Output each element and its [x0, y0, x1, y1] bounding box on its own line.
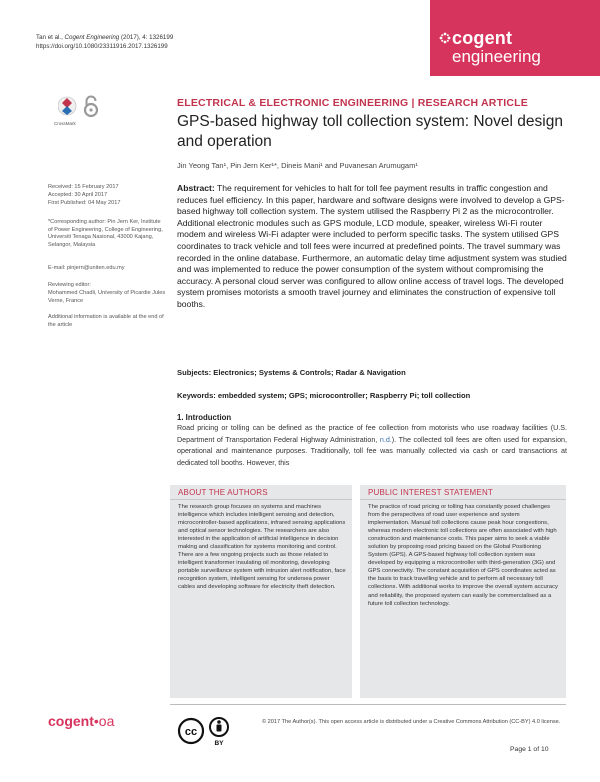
subjects: Subjects: Electronics; Systems & Controls; Radar & Navigation	[177, 368, 406, 377]
intro-paragraph	[177, 423, 567, 469]
public-interest-heading: PUBLIC INTEREST STATEMENT	[368, 488, 494, 497]
intro-heading: 1. Introduction	[177, 413, 232, 422]
keywords: Keywords: embedded system; GPS; microcontroller; Raspberry Pi; toll collection	[177, 391, 471, 400]
brand-subtitle: engineering	[452, 47, 541, 66]
oa-logo-suffix: •oa	[93, 713, 115, 729]
journal-logo[interactable]	[430, 0, 600, 76]
citation-volume: (2017), 4: 1326199	[119, 34, 174, 41]
cc-label: cc	[184, 726, 198, 738]
author-email[interactable]: E-mail: pinjern@uniten.edu.my	[48, 265, 125, 271]
reviewing-editor-label: Reviewing editor:	[48, 282, 91, 288]
intro-text: Road pricing or tolling can be defined as the practice of fee collection from motorists who use roadway facilities (U.S. Department of Transportation Federal Highway Administration,	[177, 424, 567, 444]
by-label: BY	[214, 740, 224, 747]
divider	[170, 499, 352, 500]
intro-reference-link[interactable]: n.d.	[379, 435, 392, 444]
section-tag: ELECTRICAL & ELECTRONIC ENGINEERING | RESEARCH ARTICLE	[177, 97, 528, 109]
abstract-text: The requirement for vehicles to halt for toll fee payment results in traffic congestion and reduces fuel efficiency. In this paper, hardware and software designs were involved to develop a GPS-based highway toll collection system. The system utilised the Raspberry Pi 2 as the microcontroller. Additional electronic modules such as GPS module, LCD module, speaker, wireless Wi-Fi router modem and wireless Wi-Fi adapter were included to perform specific tasks. The system utilised GPS coordinates to track vehicle and toll fees were incurred at predefined points. The travel summary was recorded in the online database. Furthermore, an automatic delay time adjustment system was studied and was implemented to reduce the power consumption of the system without compromising the accuracy. A personal cloud server was configured to allow online access of travel logs. The developed system promises motorists a smooth travel journey and eliminates the construction of expensive toll booths.	[177, 183, 567, 309]
reviewing-editor-name: Mohammed Chadli, University of Picardie Jules Verne, France	[48, 290, 166, 304]
public-interest-box	[360, 485, 566, 698]
divider	[360, 499, 566, 500]
cogent-oa-logo[interactable]	[48, 713, 114, 729]
date-received: Received: 15 February 2017	[48, 184, 119, 190]
about-authors-heading: ABOUT THE AUTHORS	[178, 488, 268, 497]
date-published: First Published: 04 May 2017	[48, 200, 121, 206]
additional-info: Additional information is available at the end of the article	[48, 314, 164, 328]
date-accepted: Accepted: 30 April 2017	[48, 192, 108, 198]
article-title: GPS-based highway toll collection system: Novel design and operation	[177, 113, 563, 150]
crossmark-icon[interactable]	[58, 97, 76, 115]
cogent-dots-icon	[439, 32, 451, 44]
abstract-label: Abstract:	[177, 183, 215, 193]
page-number: Page 1 of 10	[510, 746, 549, 753]
public-interest-body: The practice of road pricing or tolling has constantly posed challenges from the perspectives of road user experience and system implementation. Manual toll collections cause peak hour congestions, whereas modern electronic toll collections are often associated with high construction and maintenance costs. This paper aims to seek a viable solution by proposing road pricing based on the Global Positioning System (GPS). A GPS-based highway toll collection system was developed by equipping a microcontroller with third-generation (3G) and GPS connectivity. The constant acquisition of GPS coordinates acted as the basis to track travelling vehicle and to perform all necessary toll collections. With additional works to improve the overall system accuracy and reliability, the proposed system can easily be commercialised as a future toll collection technology.	[368, 504, 558, 607]
footer-divider	[170, 704, 566, 705]
cc-by-license-icon[interactable]	[177, 716, 253, 748]
about-authors-body: The research group focuses on systems and machines intelligence which includes intelligent sensing and detection, microcontroller-based applications, infrared sensing applications and optical sensor technologies. The researchers are also interested in the application of artificial intelligence in decision making and classification for systems monitoring and control. There are a few ongoing projects such as those related to intelligent transformer insulating oil monitoring, developing portable surveillance system with intrusion alert notification, face recognition system, intelligent sensing for undersea power cables and developing software for electricity theft detection.	[178, 504, 346, 591]
author-list: Jin Yeong Tan¹, Pin Jern Ker¹*, Dineis Mani¹ and Puvanesan Arumugam¹	[177, 161, 418, 170]
corresponding-author: *Corresponding author: Pin Jern Ker, Institute of Power Engineering, College of Engineering, Universiti Tenaga Nasional, 43000 Kajang, Selangor, Malaysia	[48, 219, 163, 248]
about-authors-box	[170, 485, 352, 698]
citation	[36, 33, 173, 51]
citation-doi-link[interactable]: https://doi.org/10.1080/23311916.2017.1326199	[36, 43, 168, 50]
citation-journal: Cogent Engineering	[64, 34, 120, 41]
citation-authors: Tan et al.,	[36, 34, 65, 41]
brand-name: cogent	[452, 28, 513, 48]
open-access-icon	[85, 97, 97, 116]
abstract	[177, 183, 567, 311]
intro-text-cont: ). The collected toll fees are often used for expansion, operational and maintenance purposes. Traditionally, toll fee was manually collected via cash or card transactions at dedicated toll booths. However, this	[177, 435, 567, 467]
license-text: © 2017 The Author(s). This open access article is distributed under a Creative Commons Attribution (CC-BY) 4.0 license.	[262, 719, 561, 725]
oa-logo-name: cogent	[48, 713, 94, 729]
crossmark-label: CrossMark	[54, 121, 76, 126]
